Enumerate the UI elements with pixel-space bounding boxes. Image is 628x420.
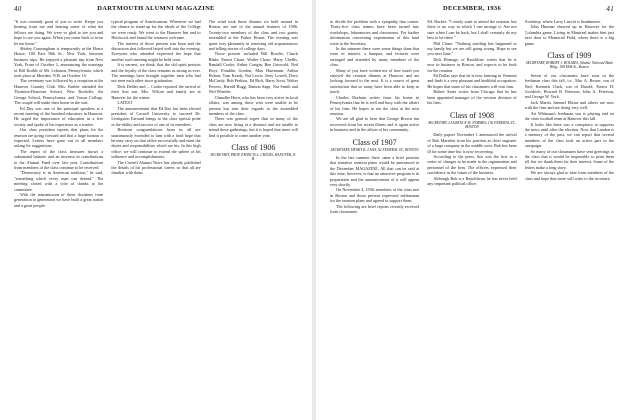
paragraph: It is earnest, we think, that the old spirit persists and the loyalty of the class remains as strong as ever. The meetings have brought together men who had not seen each other since graduation.: [111, 62, 201, 84]
paragraph: Those present included Bill Bowler, Chuck Blake, Ernest Chase, Walter Chase, Harry Chellis, Randall Cooke, Arthur Craigin, Ben Griswold, Ned Hoyt, Franklin Gordon, Max Hartmann, Arthur Hobart, Tom Keady, Nat Lewis, Jerry Lowell, Dave McCurdy, Bob Perkins, Ed Rich, Harry Scott, Walter Powers, Harold Rugg, Damon Sage, Nat Smith and Ned Wheeler.: [208, 51, 298, 95]
right-page: [316, 0, 628, 420]
column: [525, 19, 614, 416]
column: [209, 19, 298, 416]
paragraph: Dick Dehler and ... Cooke reported the arrival of their first son. Mrs. Wilson and family are at Hanover for the winter.: [111, 83, 201, 100]
paragraph: The wind took those dinners we held around in Boston are one of the annual features of 1906. Twenty-two members of the class and two guests assembled at the Parker House. The evening was spent very pleasantly in renewing old acquaintances and telling stories of college days.: [208, 19, 298, 52]
column: [427, 19, 516, 416]
class-secretary: SECRETARY, PROF. FRANCIS L. CHILDS, HANOVER, N. H.: [210, 152, 297, 162]
paragraph: Shirley Cunningham is temporarily at the Harris House, 100 East 50th St., New York, between business trips. He enjoyed a pleasant trip from New York, Front of October 2, announcing the marriage of Bill Knible of Mt. Lebanon, Pennsylvania, which took place at Meriden, N.H. on October 16.: [14, 46, 104, 79]
paragraph: to decide the problem with a sympathy that counts. Thirty-five class names have been turned into workshops, laboratories and classrooms. For further information concerning experiments of this kind write to the Secretary.: [330, 19, 420, 46]
paragraph: Charles Durham writes from his home in Pennsylvania that he is well and busy with the affairs of his firm. He hopes to see the class at the next reunion.: [330, 94, 420, 116]
paragraph: Horrison congratulations from us all are unanimously extended to him with a fond hope that he may carry on that office successfully and meet the duties and responsibilities which are his. In this high office, we will continue to extend the sphere of his influence and accomplishments.: [111, 127, 201, 160]
paragraph: The interest of those present was keen and the discussion that followed lasted well into the evening. Everyone who attended expressed the hope that another such meeting might be held soon.: [111, 40, 201, 62]
paragraph: We are always glad to hear from members of the class and hope that more will write to the secretary.: [524, 170, 614, 181]
paragraph: The Cornell Alumni News has already published the details of his professional career, so that all are familiar with them.: [111, 159, 201, 176]
paragraph: The ceremony was followed by a reception at the Hanover Country Club. Mrs. Knible attended the Thornton-Donovan School, New Rochelle, the George School, Pennsylvania, and Vassar College. The couple will make their home in the east.: [14, 78, 104, 106]
right-running-head: [330, 5, 614, 17]
column: [111, 19, 200, 416]
paragraph: Dick Homage, of Brookline, writes that he is now in business in Boston, and expects to be back for the reunion.: [427, 56, 517, 73]
paragraph: Phil Chase: "Nothing startling has happened in my family but we are still going strong. Hope to see you next June.": [427, 40, 517, 57]
class-heading: Class of 1908: [449, 110, 494, 120]
paragraph: Daily papers November 1 announced the arrival of Bob Marsden from his position as chief engineer of a large company in the middle west. Bob has been ill for some time but is now recovering.: [427, 132, 517, 154]
paragraph: Ed Day was one of the principal speakers at a recent meeting of the hundred educators in Hanover. He urged the importance of education in a free society and spoke of his experience as a trustee.: [14, 105, 104, 127]
running-title: DECEMBER, 1936: [442, 5, 501, 12]
left-page: [0, 0, 312, 420]
paragraph: In the summer there were some things done that were of interest, a banquet, and lectures were arranged and attended by many members of the class.: [330, 46, 420, 68]
paragraph: John Hinman showed up in Hanover for the Columbia game. Living in Montreal makes him just next door to Memorial Field, where there is a big game.: [524, 24, 614, 46]
paragraph: Ed Dallas says that he is now farming in Vermont and finds it a very pleasant and healthful occupation. He hopes that some of his classmates will visit him.: [427, 73, 517, 89]
left-running-head: [14, 5, 298, 17]
paragraph: There was general regret that so many of the class are now living at a distance and are unable to attend these gatherings, but it is hoped that more will find it possible to come another year.: [208, 116, 298, 138]
paragraph: Chandler Horn, who has been very active in local affairs, was among those who were unable to be present but sent their regards to the assembled members of the class.: [208, 94, 298, 116]
paragraph: Robert Ames writes from Chicago that he has been appointed manager of the western division of his firm.: [427, 89, 517, 106]
paragraph: The following are brief reports recently received from classmates.: [330, 203, 420, 214]
paragraph: Art Whitman's freshman son is playing end on the class football team at Hanover this fall.: [524, 110, 614, 122]
paragraph: On November 4, 1936, members of the class met in Boston and those present expressed enthusiasm for the reunion plans and agreed to support them.: [330, 187, 420, 204]
class-heading: Class of 1906: [231, 142, 276, 152]
page-number: 41: [606, 5, 614, 13]
paragraph: Ed. Backer: "I surely want to attend the reunion, but there is no way in which I can arrange it. Am not sure when I can be back, but I shall certainly do my best to be there.": [427, 19, 517, 41]
running-title: DARTMOUTH ALUMNI MAGAZINE: [97, 5, 215, 12]
paragraph: typical program of Americanism. Whenever we had the chance to stand up for the ideals of the College we were ready. We went to the Hanover Inn and to Hitchcock and found the warmest welcome.: [111, 19, 201, 41]
paragraph: According to the press, this was the first in a series of changes to be made in the organization and personnel of the firm. The officers expressed their confidence in the future of the business.: [427, 153, 517, 176]
paragraph: We are all glad to hear that George Brown has recovered from his recent illness and is again active in business and in the affairs of his community.: [330, 116, 420, 133]
paragraph: Many of you have written me of how much you enjoyed the reunion dinners at Hanover and are looking forward to the next. It is a source of great satisfaction that so many have been able to keep in touch.: [330, 67, 420, 95]
paragraph: Jack Marsh, Samuel Elkins and others are now with the firm and are doing very well.: [524, 99, 614, 111]
class-secretary: SECRETARY, HENRY K. LAWS, 82 FEDERAL ST., BOSTON: [330, 147, 419, 152]
paragraph: LATEST: [117, 100, 133, 106]
column: [330, 19, 419, 416]
class-secretary: SECRETARY, ROBERT J. HOLMES, Atlantic National Bank Bldg., 108 Milk St., Boston: [525, 61, 613, 70]
paragraph: Seven of our classmates have sons in the freshman class this fall, i.e., Mac A. Bower, son of Ned; Kenneth Clark, son of Harold; Ernest H. Goodrich, Howard B. Peterson, John A. Peterson, and George W. York.: [524, 72, 614, 100]
paragraph: In the late summer there came a brief promise that tentative reunion plans would be announced in the December MAGAZINE. All that can be said at this time, however, is that an attractive program is in preparation and the announcement of it will appear very shortly.: [330, 154, 420, 187]
page-number: 40: [14, 5, 22, 13]
class-secretary: SECRETARY, LAURENCE M. SYMMES, 136 FEDERAL ST., BOSTON: [428, 120, 516, 129]
paragraph: "Democracy is in American tradition," he said, "something which every man can defend." The meeting closed with a vote of thanks to the committee.: [14, 170, 104, 192]
class-heading: Class of 1907: [352, 137, 397, 147]
left-columns: [14, 19, 298, 416]
paragraph: With the transmission of these doctrines from generation to generation we have built a great nation and a great people.: [14, 192, 104, 208]
paragraph: It looks like there was a conspiracy to suppress the news until after the election. Now that Landon is a memory of the past, we can report that several members of the class took an active part in the campaign.: [524, 121, 614, 149]
paragraph: Our class president reports that plans for the reunion are going forward and that a large turnout is expected. Letters have gone out to all members asking for suggestions.: [14, 127, 104, 149]
paragraph: Although Bob is a Republican, he has never held any important political office.: [427, 175, 517, 186]
paragraph: So many of our classmates have sent greetings to the class that it would be impossible to print them all, but we thank them for their interest. Some of the letters make a long story.: [524, 148, 614, 170]
column: [14, 19, 103, 416]
right-columns: [330, 19, 614, 416]
paragraph: "It was certainly good of you to write. Keeps you hearing from me and hearing some of what the fellows are doing. We were so glad to see you and hope to see you again. When you come back to town let me know.": [14, 19, 104, 46]
paragraph: Academy, where Larry Leavitt is headmaster.: [524, 19, 601, 24]
class-heading: Class of 1909: [547, 51, 592, 61]
paragraph: The announcement that Ed Day has been elected president of Cornell University to succeed Dr. Livingston Farrand brings to the class special pride in the ability and success of one of its members.: [111, 105, 201, 127]
paragraph: The report of the class treasurer shows a substantial balance and an increase in contributions to the Alumni Fund over last year. Contributions from members of the class continue to be received.: [14, 148, 104, 170]
